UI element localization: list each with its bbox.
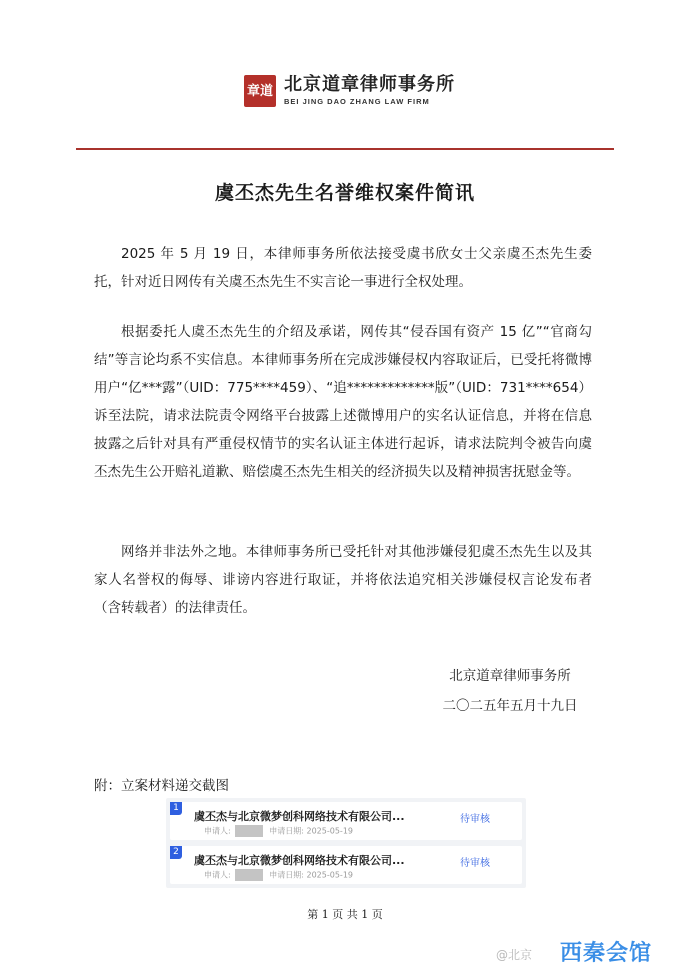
firm-name-cn: 北京道章律师事务所 — [284, 74, 455, 95]
watermark-logo: 西秦会馆 — [560, 941, 653, 966]
filing-row — [170, 802, 522, 840]
case-name: 虞丕杰与北京微梦创科网络技术有限公司... — [194, 854, 405, 867]
redacted-block — [235, 869, 263, 881]
header-divider — [76, 148, 614, 150]
case-meta — [204, 825, 353, 837]
applicant-label: 申请人: — [204, 870, 231, 880]
page-number: 第 1 页 共 1 页 — [307, 908, 383, 921]
signature-firm: 北京道章律师事务所 — [449, 668, 571, 684]
case-name: 虞丕杰与北京微梦创科网络技术有限公司... — [194, 810, 405, 823]
row-number: 1 — [170, 802, 182, 815]
firm-name-en: BEI JING DAO ZHANG LAW FIRM — [284, 97, 430, 106]
paragraph-1: 2025 年 5 月 19 日，本律师事务所依法接受虞书欣女士父亲虞丕杰先生委托，针对近日网传有关虞丕杰先生不实言论一事进行全权处理。 — [94, 246, 592, 290]
row-number: 2 — [170, 846, 182, 859]
case-meta — [204, 869, 353, 881]
filing-row — [170, 846, 522, 884]
paragraph-3: 网络并非法外之地。本律师事务所已受托针对其他涉嫌侵犯虞丕杰先生以及其家人名誉权的侮辱、诽谤内容进行取证，并将依法追究相关涉嫌侵权言论发布者（含转载者）的法律责任。 — [94, 544, 592, 616]
filing-date: 2025-05-19 — [306, 870, 353, 880]
filing-date: 2025-05-19 — [306, 826, 353, 836]
logo-seal: 章道 — [244, 75, 276, 107]
watermark: @北京 — [496, 948, 533, 962]
filing-screenshot — [166, 798, 526, 888]
date-label: 申请日期: — [269, 826, 304, 836]
logo-text — [284, 75, 455, 107]
signature-date: 二〇二五年五月十九日 — [442, 698, 578, 714]
paragraph-2: 根据委托人虞丕杰先生的介绍及承诺，网传其“侵吞国有资产 15 亿”“官商勾结”等言论均系不实信息。本律师事务所在完成涉嫌侵权内容取证后，已受托将微博用户“亿***露”（UID：775****459）、“追*************版”（UID：731****654）诉至法院，请求法院责令网络平台披露上述微博用户的实名认证信息，并将在信息披露之后针对具有严重侵权情节的实名认证主体进行起诉，请求法院判令被告向虞丕杰先生公开赔礼道歉、赔偿虞丕杰先生相关的经济损失以及精神损害抚慰金等。 — [94, 324, 592, 480]
firm-logo — [244, 74, 455, 108]
document-title: 虞丕杰先生名誉维权案件简讯 — [214, 182, 475, 204]
attachment-label: 附：立案材料递交截图 — [94, 778, 229, 794]
redacted-block — [235, 825, 263, 837]
applicant-label: 申请人: — [204, 826, 231, 836]
case-status: 待审核 — [460, 814, 490, 825]
case-status: 待审核 — [460, 858, 490, 869]
date-label: 申请日期: — [269, 870, 304, 880]
